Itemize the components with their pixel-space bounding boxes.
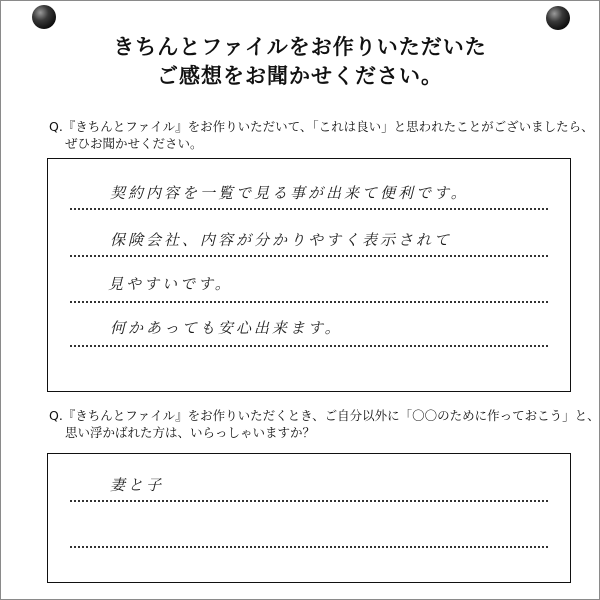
question-2 — [49, 407, 600, 441]
question-2-line-2: 思い浮かばれた方は、いらっしゃいますか？ — [65, 425, 316, 440]
question-2-line-1: Q.『きちんとファイル』をお作りいただくとき、ご自分以外に「〇〇のために作っておこう」と、 — [49, 408, 600, 423]
answer-1-line-4: 何かあっても安心出来ます。 — [110, 319, 343, 337]
page-title — [1, 33, 599, 91]
answer-1-box — [47, 158, 571, 392]
dotted-rule — [70, 255, 548, 257]
pushpin-icon — [32, 5, 56, 29]
pushpin-icon — [546, 6, 570, 30]
dotted-rule — [70, 345, 548, 347]
answer-1-line-3: 見やすいです。 — [108, 275, 233, 293]
question-1-line-1: Q.『きちんとファイル』をお作りいただいて、「これは良い」と思われたことがございましたら、 — [49, 119, 594, 134]
question-1 — [49, 118, 594, 152]
question-1-line-2: ぜひお聞かせください。 — [65, 136, 203, 151]
answer-1-line-1: 契約内容を一覧で見る事が出来て便利です。 — [110, 184, 469, 202]
title-line-2: ご感想をお聞かせください。 — [157, 64, 443, 88]
dotted-rule — [70, 208, 548, 210]
dotted-rule — [70, 546, 548, 548]
dotted-rule — [70, 301, 548, 303]
dotted-rule — [70, 500, 548, 502]
title-line-1: きちんとファイルをお作りいただいた — [113, 35, 487, 59]
answer-2-box — [47, 453, 571, 583]
answer-2-line-1: 妻と子 — [110, 476, 165, 494]
answer-1-line-2: 保険会社、内容が分かりやすく表示されて — [110, 231, 453, 249]
